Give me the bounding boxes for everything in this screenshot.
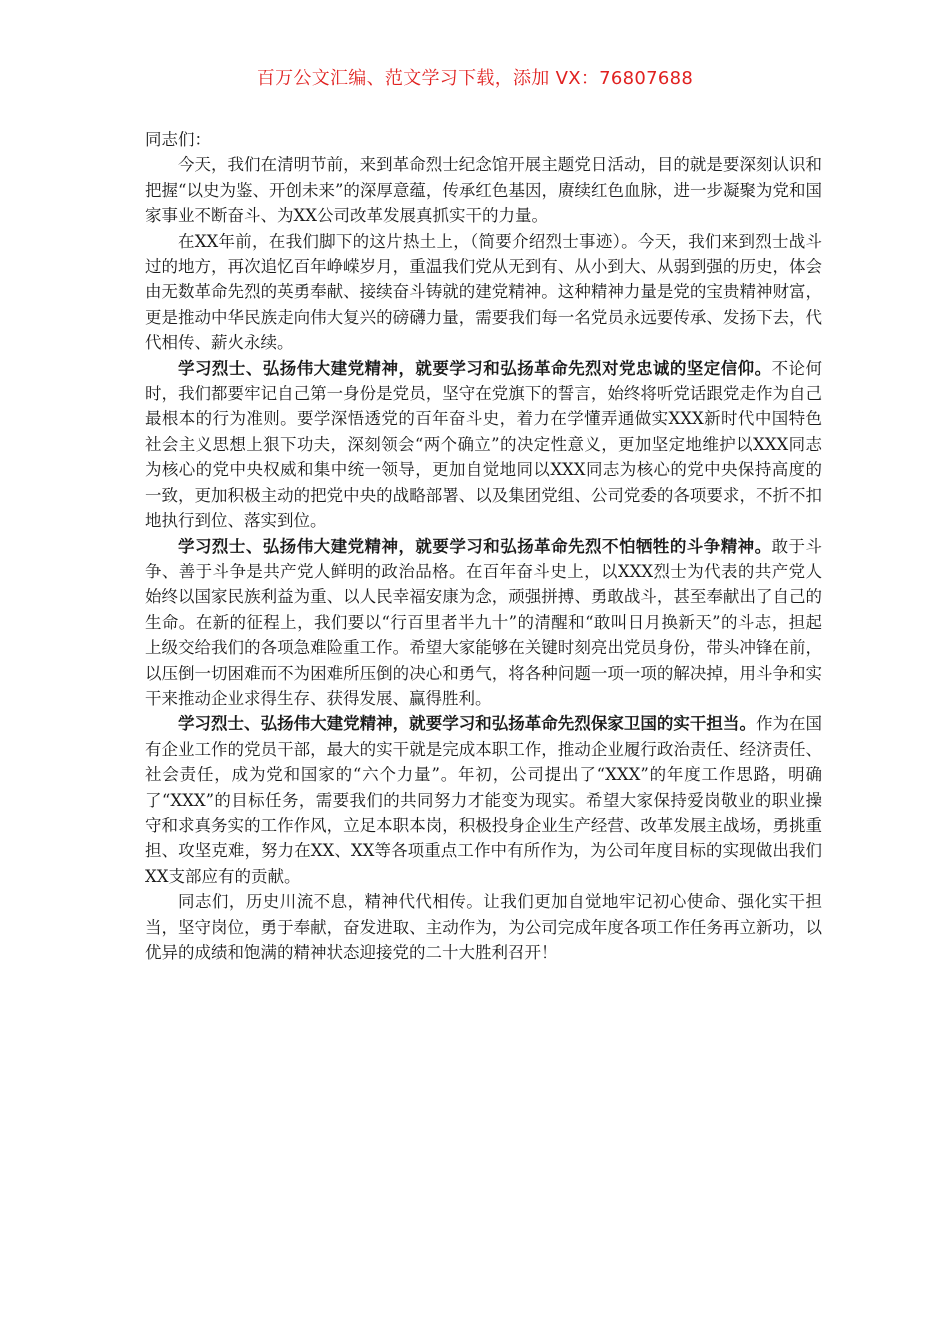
paragraph-intro: 今天，我们在清明节前，来到革命烈士纪念馆开展主题党日活动，目的就是要深刻认识和把握“以史为鉴、开创未来”的深厚意蕴，传承红色基因，赓续红色血脉，进一步凝聚为党和国家事业不断奋斗、为XX公司改革发展真抓实干的力量。: [145, 155, 822, 226]
paragraph-responsibility: [145, 711, 822, 889]
paragraph-closing: 同志们，历史川流不息，精神代代相传。让我们更加自觉地牢记初心使命、强化实干担当，坚守岗位，勇于奉献，奋发进取、主动作为，为公司完成年度各项工作任务再立新功，以优异的成绩和饱满的精神状态迎接党的二十大胜利召开！: [145, 892, 822, 962]
paragraph-responsibility-text: 作为在国有企业工作的党员干部，最大的实干就是完成本职工作，推动企业履行政治责任、经济责任、社会责任，成为党和国家的“六个力量”。年初，公司提出了“XXX”的年度工作思路，明确了“XXX”的目标任务，需要我们的共同努力才能变为现实。希望大家保持爱岗敬业的职业操守和求真务实的工作作风，立足本职本岗，积极投身企业生产经营、改革发展主战场，勇挑重担、攻坚克难，努力在XX、XX等各项重点工作中有所作为，为公司年度目标的实现做出我们XX支部应有的贡献。: [145, 714, 823, 886]
paragraph-faith: [145, 356, 822, 534]
paragraph-history: 在XX年前，在我们脚下的这片热土上，（简要介绍烈士事迹）。今天，我们来到烈士战斗过的地方，再次追忆百年峥嵘岁月，重温我们党从无到有、从小到大、从弱到强的历史，体会由无数革命先烈的英勇奉献、接续奋斗铸就的建党精神。这种精神力量是党的宝贵精神财富，更是推动中华民族走向伟大复兴的磅礴力量，需要我们每一名党员永远要传承、发扬下去，代代相传、薪火永续。: [145, 231, 822, 353]
paragraph-struggle-text: 敢于斗争、善于斗争是共产党人鲜明的政治品格。在百年奋斗史上，以XXX烈士为代表的共产党人始终以国家民族利益为重、以人民幸福安康为念，顽强拼搏、勇敢战斗，甚至奉献出了自己的生命。在新的征程上，我们要以“行百里者半九十”的清醒和“敢叫日月换新天”的斗志，担起上级交给我们的各项急难险重工作。希望大家能够在关键时刻亮出党员身份，带头冲锋在前，以压倒一切困难而不为困难所压倒的决心和勇气，将各种问题一项一项的解决掉，用斗争和实干来推动企业求得生存、获得发展、赢得胜利。: [145, 536, 823, 708]
paragraph-struggle: [145, 534, 822, 712]
salutation: 同志们：: [145, 130, 211, 149]
document-body: [145, 127, 822, 965]
paragraph-struggle-heading: 学习烈士、弘扬伟大建党精神，就要学习和弘扬革命先烈不怕牺牲的斗争精神。: [178, 536, 772, 556]
paragraph-faith-text: 不论何时，我们都要牢记自己第一身份是党员，坚守在党旗下的誓言，始终将听党话跟党走作为自己最根本的行为准则。要学深悟透党的百年奋斗史，着力在学懂弄通做实XXX新时代中国特色社会主义思想上狠下功夫，深刻领会“两个确立”的决定性意义，更加坚定地维护以XXX同志为核心的党中央权威和集中统一领导，更加自觉地同以XXX同志为核心的党中央保持高度的一致，更加积极主动的把党中央的战略部署、以及集团党组、公司党委的各项要求，不折不扣地执行到位、落实到位。: [145, 358, 823, 531]
paragraph-responsibility-heading: 学习烈士、弘扬伟大建党精神，就要学习和弘扬革命先烈保家卫国的实干担当。: [178, 714, 756, 734]
header-banner: 百万公文汇编、范文学习下载，添加 VX：76807688: [256, 68, 694, 89]
paragraph-faith-heading: 学习烈士、弘扬伟大建党精神，就要学习和弘扬革命先烈对党忠诚的坚定信仰。: [178, 358, 772, 378]
